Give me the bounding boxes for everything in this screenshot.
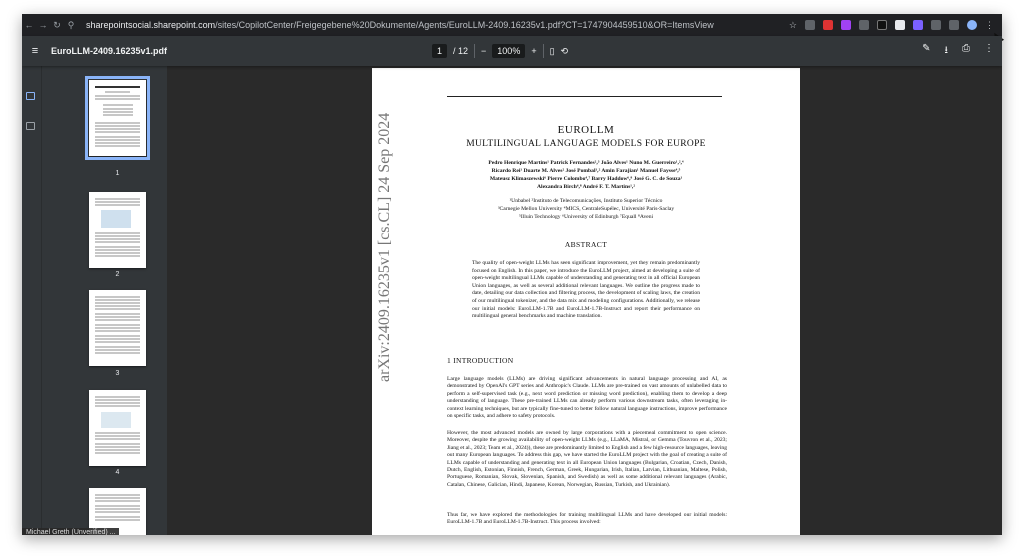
browser-window xyxy=(22,14,1002,535)
toolbar-actions xyxy=(922,43,994,60)
author-line: Mateusz Klimaszewski⁶ Pierre Colombo⁴,⁷ Barry Haddow⁶,⁸ José G. C. de Souza¹ xyxy=(489,176,683,182)
sidebar-rail xyxy=(22,66,42,535)
fit-page-icon[interactable]: ▯ xyxy=(549,45,555,56)
extension-icon[interactable] xyxy=(913,20,923,30)
star-icon[interactable]: ☆ xyxy=(788,19,797,30)
thumbnail-number: 4 xyxy=(115,469,120,476)
thumbnail-number: 1 xyxy=(115,170,120,177)
abstract-heading: ABSTRACT xyxy=(564,240,608,249)
site-info-icon[interactable]: ⚲ xyxy=(67,19,75,30)
divider xyxy=(474,44,475,58)
section-heading: 1 INTRODUCTION xyxy=(447,356,514,365)
thumbnail-page-4[interactable] xyxy=(89,390,146,466)
thumbnail-page-2[interactable] xyxy=(89,192,146,268)
affiliation-line: ¹Unbabel ²Instituto de Telecomunicações, Instituto Superior Técnico xyxy=(509,198,663,204)
document-viewport[interactable] xyxy=(167,66,1002,535)
user-label: Michael Greth (Unverified) ... xyxy=(22,528,119,535)
thumbnail-number: 2 xyxy=(115,271,120,278)
more-options-icon[interactable]: ⋮ xyxy=(984,42,994,54)
outline-icon[interactable] xyxy=(26,122,35,130)
download-icon[interactable]: ⭳ xyxy=(944,44,948,56)
extension-icon[interactable] xyxy=(895,20,905,30)
puzzle-icon[interactable] xyxy=(931,20,941,30)
thumbnail-panel[interactable] xyxy=(42,66,167,535)
thumbnail-number: 3 xyxy=(115,370,120,377)
author-line: Pedro Henrique Martins¹ Patrick Fernandes²,³ João Alves¹ Nuno M. Guerreiro¹,²,⁴ xyxy=(488,160,684,166)
thumbnail-page-1[interactable] xyxy=(89,80,146,156)
extensions-area xyxy=(789,20,994,31)
zoom-out-button[interactable]: − xyxy=(481,46,487,56)
zoom-input[interactable]: 100% xyxy=(492,44,525,58)
body-paragraph: However, the most advanced models are owned by large corporations with a piecemeal commitment to open science. Moreover, despite the growing availability of open-weight LLMs (e.g., LLaMA, Mistral, or Gemma (Touvron et al., 2023; Jiang et al., 2023; Team et al., 2024)), these are predominantly limited to English and a few high-resource languages, leaving out many European languages. To address this gap, we have started the EuroLLM project with the goal of creating a suite of LLMs capable of understanding and generating text in all European Union languages (Bulgarian, Croatian, Czech, Danish, Dutch, English, Estonian, Finnish, French, German, Greek, Hungarian, Irish, Italian, Latvian, Lithuanian, Maltese, Polish, Portuguese, Romanian, Slovak, Slovenian, Spanish, and Swedish) as well as some additional relevant languages (Arabic, Catalan, Chinese, Galician, Hindi, Japanese, Korean, Norwegian, Russian, Turkish, and Ukrainian). xyxy=(447,430,727,488)
abstract-text: The quality of open-weight LLMs has seen significant improvement, yet they remain predominantly focused on English. In this paper, we introduce the EuroLLM project, aimed at developing a suite of open-weight multilingual LLMs capable of understanding and generating text in all official European Union languages, as well as several additional relevant languages. We outline the progress made to date, detailing our data collection and filtering process, the development of scaling laws, the creation of our multilingual tokenizer, and the data mix and modeling configurations. Additionally, we release our initial models: EuroLLM-1.7B and EuroLLM-1.7B-Instruct and report their performance on multilingual general benchmarks and machine translation. xyxy=(472,260,700,320)
pdf-toolbar xyxy=(22,36,1002,66)
address-bar[interactable] xyxy=(22,14,1002,36)
affiliation-line: ⁵Illuin Technology ⁶University of Edinburgh ⁷Equall ⁸Aveni xyxy=(518,214,654,220)
sidebar-icon[interactable] xyxy=(949,20,959,30)
page-total: / 12 xyxy=(453,46,469,56)
extension-icon[interactable] xyxy=(877,20,887,30)
thumbnail-page-3[interactable] xyxy=(89,290,146,366)
back-icon[interactable]: ← xyxy=(24,20,34,30)
extension-icon[interactable] xyxy=(859,20,869,30)
avatar[interactable] xyxy=(967,20,977,30)
rotate-icon[interactable]: ⟲ xyxy=(560,45,569,56)
divider xyxy=(543,44,544,58)
extension-icon[interactable] xyxy=(805,20,815,30)
author-line: Ricardo Rei¹ Duarte M. Alves² José Pombal¹,² Amin Farajian¹ Manuel Faysse⁴,⁵ xyxy=(491,168,681,174)
thumbnails-icon[interactable] xyxy=(26,92,35,100)
affiliation-line: ³Carnegie Mellon University ⁴MICS, CentraleSupélec, Université Paris-Saclay xyxy=(497,206,675,212)
more-vert-icon[interactable]: ⋮ xyxy=(985,19,994,30)
title-rule xyxy=(447,96,722,97)
file-title: EuroLLM-2409.16235v1.pdf xyxy=(51,46,168,56)
page-controls xyxy=(432,44,568,58)
extension-icon[interactable] xyxy=(841,20,851,30)
forward-icon[interactable]: → xyxy=(38,20,48,30)
menu-icon[interactable]: ≡ xyxy=(31,45,39,57)
pdf-page-1 xyxy=(372,68,800,535)
zoom-in-button[interactable]: + xyxy=(531,46,537,56)
annotate-icon[interactable]: ✎ xyxy=(922,42,931,54)
print-icon[interactable]: ⎙ xyxy=(962,42,970,54)
paper-title: EUROLLM xyxy=(557,124,615,136)
reload-icon[interactable]: ↻ xyxy=(53,19,61,30)
page-number-input[interactable]: 1 xyxy=(432,44,447,58)
url-text[interactable]: sharepointsocial.sharepoint.com/sites/CopilotCenter/Freigegebene%20Dokumente/Agents/EuroLLM-2409.16235v1.pdf?CT=1747904459510&OR=ItemsView xyxy=(86,20,714,30)
extension-icon[interactable] xyxy=(823,20,833,30)
author-line: Alexandra Birch⁶,⁸ André F. T. Martins¹,² xyxy=(536,184,636,190)
body-paragraph: Large language models (LLMs) are driving significant advancements in natural language processing and AI, as demonstrated by OpenAI's GPT series and Anthropic's Claude. LLMs are pre-trained on vast amounts of unlabelled data to perform a self-supervised task (e.g., next word prediction or missing word prediction), enabling them to develop a deep understanding of language. These pre-trained LLMs can already perform various downstream tasks, often leveraging in-context learning techniques, but are typically fine-tuned to better follow natural language instructions, improve performance on specific tasks, and adhere to safety protocols. xyxy=(447,376,727,420)
paper-subtitle: MULTILINGUAL LANGUAGE MODELS FOR EUROPE xyxy=(466,139,706,149)
arxiv-stamp: arXiv:2409.16235v1 [cs.CL] 24 Sep 2024 xyxy=(376,112,393,382)
body-paragraph: Thus far, we have explored the methodologies for training multilingual LLMs and have developed our initial models: EuroLLM-1.7B and EuroLLM-1.7B-Instruct. This process involved: xyxy=(447,512,727,526)
